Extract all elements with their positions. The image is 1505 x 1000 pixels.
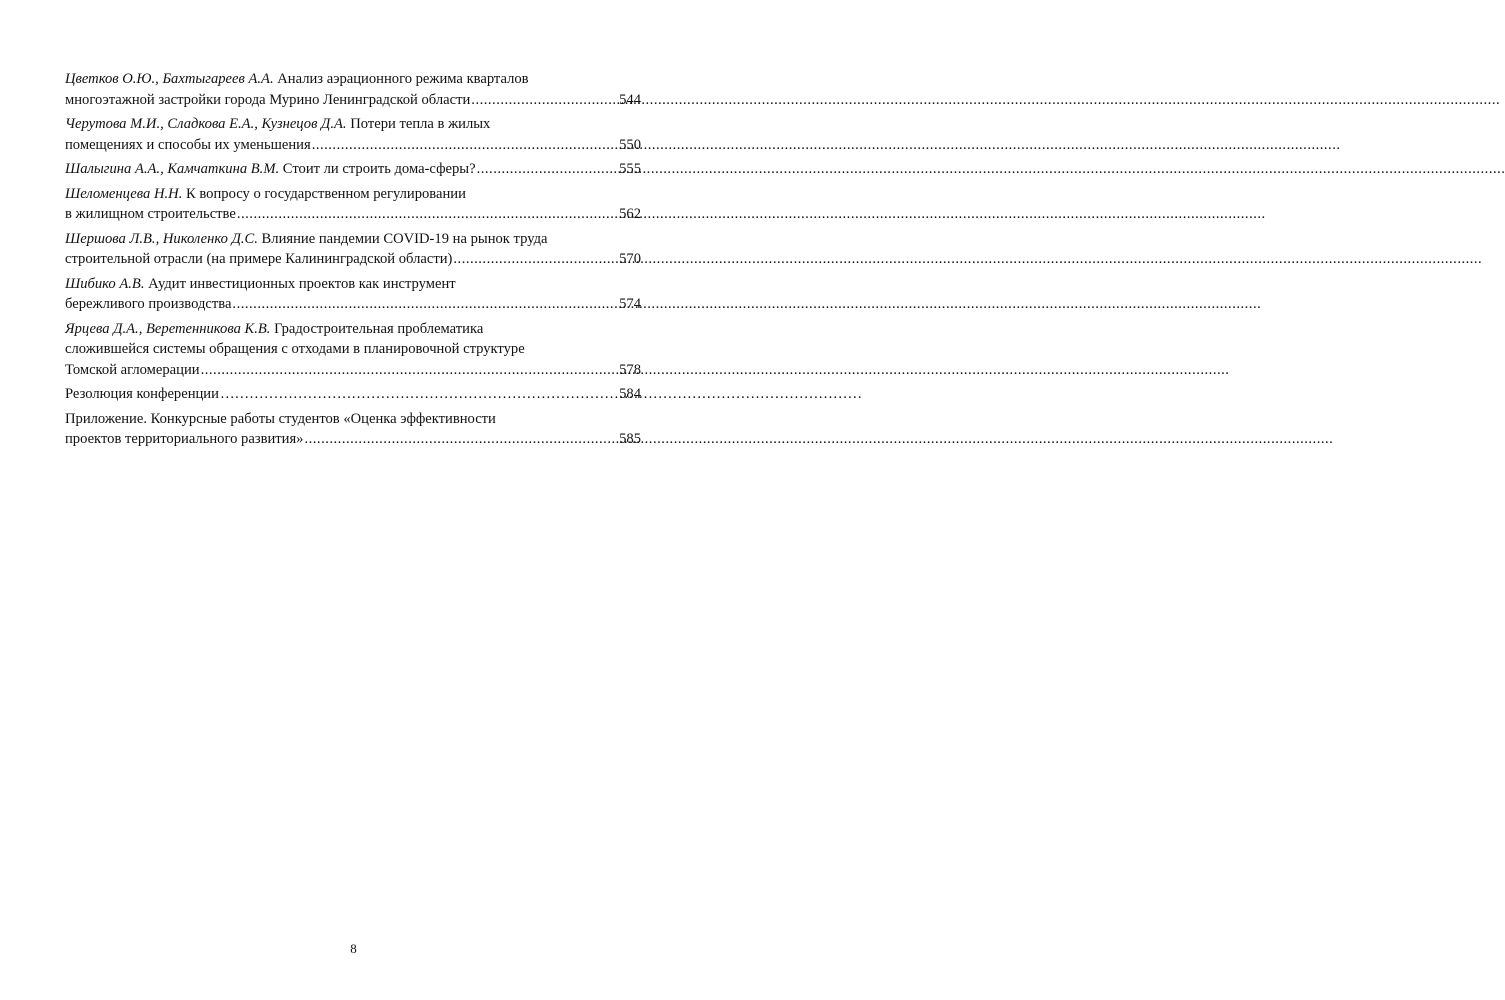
toc-authors: Черутова М.И., Сладкова Е.А., Кузнецов Д.А.: [65, 116, 347, 132]
toc-title: Градостроительная проблематика: [270, 320, 484, 337]
toc-entry-first-line: [65, 319, 641, 340]
toc-page-number: 562: [619, 206, 641, 222]
toc-page-number: 585: [619, 431, 641, 447]
toc-entry-last-line: [65, 135, 641, 156]
toc-entry-first-line: [65, 409, 641, 430]
table-of-contents: [65, 69, 641, 454]
dot-leader: [237, 204, 616, 225]
toc-authors: Цветков О.Ю., Бахтыгареев А.А.: [65, 71, 274, 87]
toc-title: Потери тепла в жилых: [346, 116, 491, 132]
toc-authors: Шалыгина А.А., Камчаткина В.М.: [65, 161, 280, 177]
ellipsis-leader: [220, 384, 616, 405]
toc-entry: [65, 69, 641, 110]
toc-page-number: 584: [619, 386, 641, 402]
page-number: 8: [350, 941, 357, 956]
toc-title-continuation: бережливого производства: [65, 296, 232, 312]
toc-page-number: 544: [619, 91, 641, 108]
toc-entry-first-line: [65, 69, 641, 90]
toc-title: Стоит ли строить дома-сферы?: [279, 161, 476, 177]
toc-entry-last-line: [65, 294, 641, 315]
dot-leader: [471, 90, 616, 111]
toc-entry-first-line: [65, 229, 641, 250]
toc-entry-last-line: [65, 249, 641, 270]
toc-authors: Шибико А.В.: [65, 275, 145, 292]
toc-title-continuation: проектов территориального развития»: [65, 431, 304, 447]
toc-authors: Шершова Л.В., Николенко Д.С.: [65, 230, 258, 247]
toc-title: Резолюция конференции: [65, 386, 219, 402]
toc-page-number: 578: [619, 361, 641, 378]
dot-leader: [477, 159, 617, 180]
toc-entry: [65, 384, 641, 405]
toc-entry: [65, 274, 641, 315]
toc-entry: [65, 114, 641, 155]
toc-title: К вопросу о государственном регулировании: [182, 185, 466, 202]
toc-entry: [65, 159, 641, 180]
dot-leader: [453, 249, 616, 270]
toc-title-continuation: помещениях и способы их уменьшения: [65, 136, 311, 153]
toc-entry: [65, 319, 641, 381]
dot-leader: [201, 360, 617, 381]
toc-entry-first-line: [65, 184, 641, 205]
toc-title: Приложение. Конкурсные работы студентов «Оценка эффективности: [65, 410, 496, 427]
toc-title-continuation: многоэтажной застройки города Мурино Ленинградской области: [65, 91, 471, 108]
dot-leader: [312, 135, 616, 156]
toc-page-number: 550: [619, 136, 641, 153]
toc-page-number: 570: [619, 251, 641, 267]
toc-title: Анализ аэрационного режима кварталов: [273, 71, 529, 87]
toc-authors: Ярцева Д.А., Веретенникова К.В.: [65, 320, 271, 337]
toc-authors: Шеломенцева Н.Н.: [65, 185, 183, 202]
toc-title-continuation: строительной отрасли (на примере Калининградской области): [65, 251, 453, 267]
toc-title-continuation: сложившейся системы обращения с отходами в планировочной структуре: [65, 341, 525, 357]
toc-entry: [65, 184, 641, 225]
toc-entry-last-line: [65, 204, 641, 225]
toc-entry-last-line: [65, 429, 641, 450]
toc-entry: [65, 409, 641, 450]
toc-entry: [65, 229, 641, 270]
toc-title: Влияние пандемии COVID-19 на рынок труда: [257, 230, 548, 247]
toc-entry-first-line: [65, 274, 641, 295]
toc-page-number: 574: [619, 296, 641, 312]
toc-entry-first-line: [65, 114, 641, 135]
toc-title-continuation: Томской агломерации: [65, 361, 200, 378]
toc-page-number: 555: [619, 161, 641, 177]
toc-title: Аудит инвестиционных проектов как инструмент: [144, 275, 456, 292]
toc-entry-middle-line: [65, 339, 641, 360]
toc-entry-last-line: [65, 360, 641, 381]
dot-leader: [304, 429, 616, 450]
toc-entry-single-line: [65, 159, 641, 180]
toc-entry-single-line: [65, 384, 641, 405]
dot-leader: [232, 294, 616, 315]
toc-entry-last-line: [65, 90, 641, 111]
toc-title-continuation: в жилищном строительстве: [65, 206, 236, 222]
